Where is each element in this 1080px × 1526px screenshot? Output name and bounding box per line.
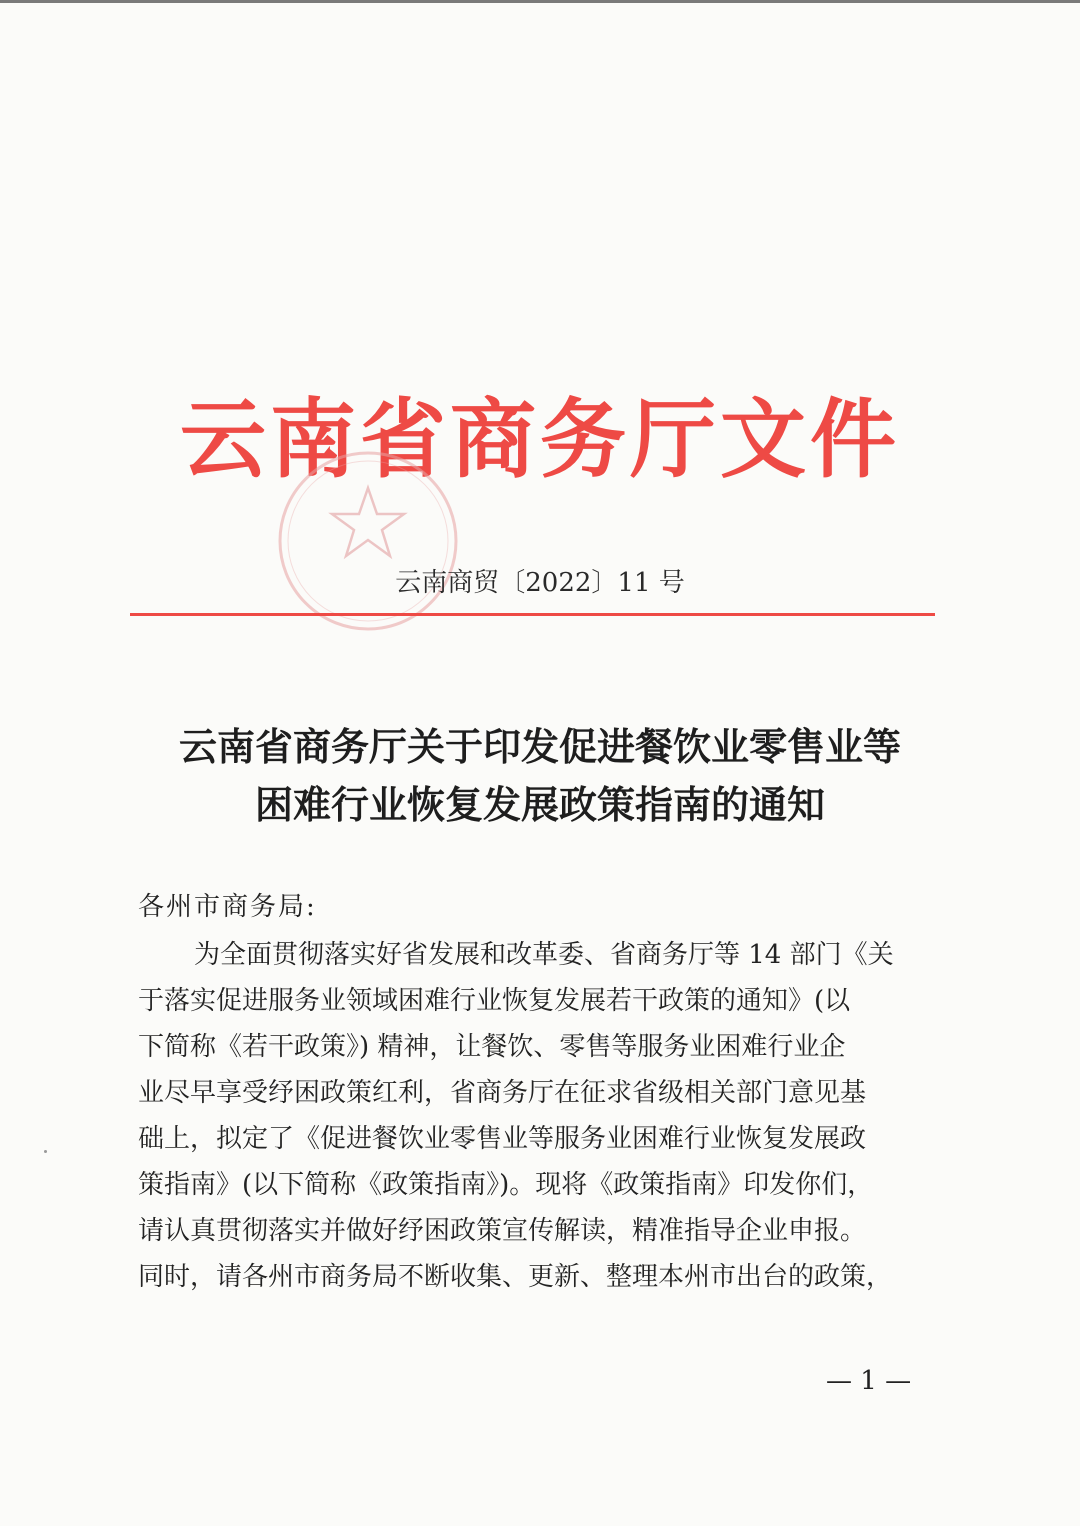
- title-line-2: 困难行业恢复发展政策指南的通知: [254, 782, 825, 827]
- scan-speck: [44, 1150, 47, 1153]
- official-seal-icon: [258, 446, 478, 636]
- body-line: 下简称《若干政策》) 精神，让餐饮、零售等服务业困难行业企: [138, 1032, 846, 1062]
- page-number: — 1 —: [826, 1366, 912, 1396]
- body-line: 为全面贯彻落实好省发展和改革委、省商务厅等 14 部门《关: [194, 940, 894, 970]
- document-title: [130, 718, 950, 834]
- body-text: [138, 932, 948, 1300]
- salutation: 各州市商务局:: [138, 892, 317, 922]
- title-line-1: 云南省商务厅关于印发促进餐饮业零售业等: [178, 724, 901, 769]
- red-separator-line: [130, 613, 935, 616]
- body-line: 础上，拟定了《促进餐饮业零售业等服务业困难行业恢复发展政: [138, 1124, 867, 1154]
- scan-top-edge: [0, 0, 1080, 3]
- document-number: 云南商贸〔2022〕11 号: [395, 568, 685, 598]
- issuer-header-title: 云南省商务厅文件: [180, 390, 900, 490]
- body-line: 策指南》(以下简称《政策指南》)。现将《政策指南》印发你们，: [138, 1170, 874, 1200]
- body-line: 于落实促进服务业领域困难行业恢复发展若干政策的通知》(以: [138, 986, 851, 1016]
- body-line: 业尽早享受纾困政策红利，省商务厅在征求省级相关部门意见基: [138, 1078, 867, 1108]
- body-line: 请认真贯彻落实并做好纾困政策宣传解读，精准指导企业申报。: [138, 1216, 867, 1246]
- body-line: 同时，请各州市商务局不断收集、更新、整理本州市出台的政策，: [138, 1262, 893, 1292]
